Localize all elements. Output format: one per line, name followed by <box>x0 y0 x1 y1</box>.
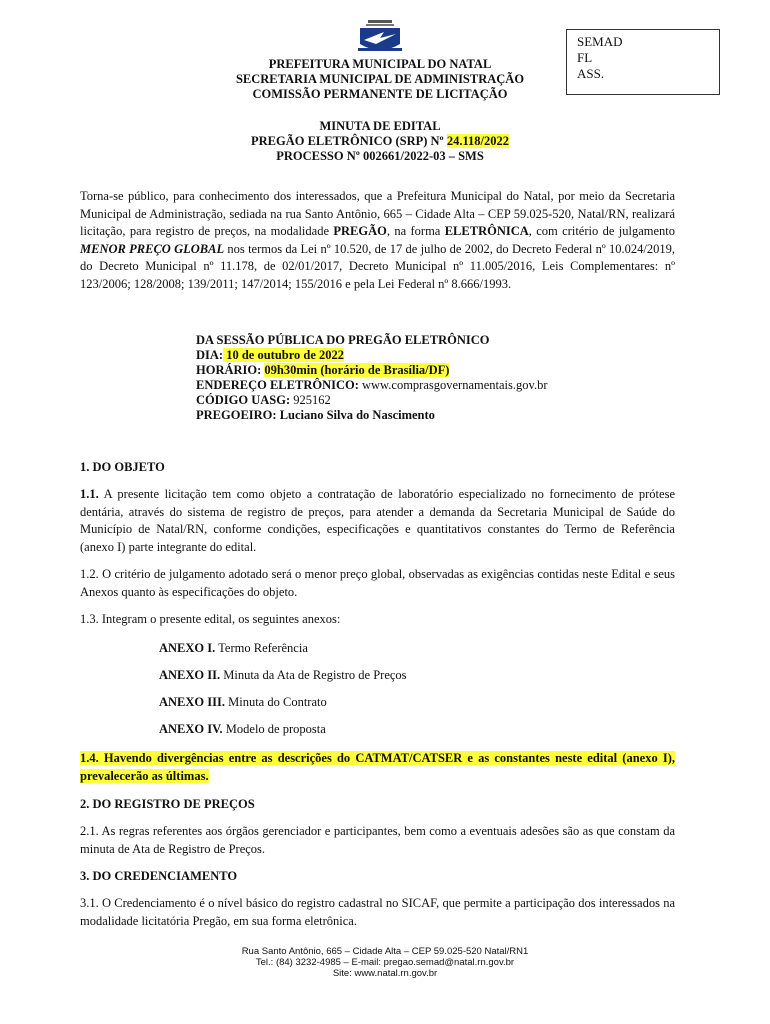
section-1-heading: 1. DO OBJETO <box>80 460 165 474</box>
intro-text-3: , com critério de julgamento <box>528 224 675 238</box>
edital-title <box>80 119 680 164</box>
intro-paragraph <box>80 188 675 293</box>
title-pregao <box>80 134 680 149</box>
annex-text: Minuta da Ata de Registro de Preços <box>220 668 407 682</box>
annex-text: Minuta do Contrato <box>225 695 327 709</box>
stamp-line-ass: ASS. <box>577 66 605 81</box>
title-minuta: MINUTA DE EDITAL <box>319 119 441 133</box>
paragraph-1-2: 1.2. O critério de julgamento adotado será o menor preço global, observadas as exigências contidas neste Edital e seus Anexos quanto às especificações do objeto. <box>80 567 675 599</box>
session-pregoeiro-label: PREGOEIRO: <box>196 408 277 422</box>
header-line-secretaria: SECRETARIA MUNICIPAL DE ADMINISTRAÇÃO <box>235 72 525 86</box>
section-2-heading: 2. DO REGISTRO DE PREÇOS <box>80 797 255 811</box>
annex-label: ANEXO IV. <box>159 722 223 736</box>
header-line-comissao: COMISSÃO PERMANENTE DE LICITAÇÃO <box>252 87 508 101</box>
session-time-value: 09h30min (horário de Brasília/DF) <box>264 363 450 377</box>
session-info-block <box>196 333 547 423</box>
session-address-label: ENDEREÇO ELETRÔNICO: <box>196 378 359 392</box>
stamp-line-fl: FL <box>577 50 593 65</box>
footer-contact: Tel.: (84) 3232-4985 – E-mail: pregao.semad@natal.rn.gov.br <box>255 957 515 968</box>
session-uasg-label: CÓDIGO UASG: <box>196 393 291 407</box>
intro-text-1: Torna-se público, para conhecimento dos interessados, que a Prefeitura Municipal do Natal, por meio da Secretaria Municipal de Administração, sediada na rua Santo Antônio, 665 – Cidade Alta – CEP 59.025-520, Natal/RN, realizará licitação, para registro de preços, na modalidade <box>80 189 675 238</box>
session-title: DA SESSÃO PÚBLICA DO PREGÃO ELETRÔNICO <box>196 333 490 347</box>
session-address-value: www.comprasgovernamentais.gov.br <box>358 378 548 392</box>
paragraph-1-1-text: A presente licitação tem como objeto a contratação de laboratório especializado no fornecimento de prótese dentária, através do sistema de registro de preços, para atender a demanda da Secretaria Municipal de Saúde do Município de Natal/RN, conforme condições, especificações e quantitativos constantes do Termo de Referência (anexo I) parte integrante do edital. <box>80 487 675 554</box>
title-processo: PROCESSO Nº 002661/2022-03 – SMS <box>276 149 484 163</box>
paragraph-1-4-text: 1.4. Havendo divergências entre as descrições do CATMAT/CATSER e as constantes neste edital (anexo I), prevalecerão as últimas. <box>80 751 675 783</box>
coat-of-arms-logo <box>354 18 406 56</box>
paragraph-1-1-number: 1.1. <box>80 487 99 501</box>
annex-label: ANEXO III. <box>159 695 225 709</box>
page-footer <box>100 946 670 979</box>
paragraph-1-4 <box>80 750 675 785</box>
session-date-label: DIA: <box>196 348 224 362</box>
intro-bold-pregao: PREGÃO <box>333 224 387 238</box>
annex-item <box>159 722 326 737</box>
intro-text-4: nos termos da Lei nº 10.520, de 17 de julho de 2002, do Decreto Federal nº 10.024/2019, do Decreto Municipal nº 11.178, de 02/01/2017, Decreto Municipal nº 11.005/2016, Leis Complementares: nº 123/2006; 128/2008; 139/2011; 147/2014; 155/2016 e pela Lei Federal nº 8.666/1993. <box>80 241 675 291</box>
annex-text: Termo Referência <box>215 641 308 655</box>
intro-text-2: , na forma <box>386 224 445 238</box>
section-3-heading: 3. DO CREDENCIAMENTO <box>80 869 238 883</box>
paragraph-1-3: 1.3. Integram o presente edital, os seguintes anexos: <box>80 612 341 626</box>
annex-text: Modelo de proposta <box>222 722 326 736</box>
annex-item <box>159 668 407 683</box>
session-date-value: 10 de outubro de 2022 <box>223 348 345 362</box>
header-line-prefeitura: PREFEITURA MUNICIPAL DO NATAL <box>268 57 492 71</box>
session-uasg-value: 925162 <box>290 393 331 407</box>
intro-bold-eletronica: ELETRÔNICA <box>444 224 529 238</box>
paragraph-1-1 <box>80 486 675 556</box>
annex-item <box>159 641 308 656</box>
annex-item <box>159 695 327 710</box>
footer-address: Rua Santo Antônio, 665 – Cidade Alta – CEP 59.025-520 Natal/RN1 <box>241 946 529 957</box>
annex-label: ANEXO I. <box>159 641 216 655</box>
institution-header <box>80 57 680 102</box>
annex-label: ANEXO II. <box>159 668 221 682</box>
paragraph-3-1: 3.1. O Credenciamento é o nível básico do registro cadastral no SICAF, que permite a participação dos interessados na modalidade licitatória Pregão, em sua forma eletrônica. <box>80 896 675 928</box>
footer-site: Site: www.natal.rn.gov.br <box>332 968 438 979</box>
session-pregoeiro-value: Luciano Silva do Nascimento <box>276 408 435 422</box>
intro-bold-criterio: MENOR PREÇO GLOBAL <box>80 241 225 256</box>
paragraph-2-1: 2.1. As regras referentes aos órgãos gerenciador e participantes, bem como a eventuais adesões são as que constam da minuta de Ata de Registro de Preços. <box>80 824 675 856</box>
title-pregao-prefix: PREGÃO ELETRÔNICO (SRP) Nº <box>251 134 447 148</box>
stamp-line-semad: SEMAD <box>577 34 623 49</box>
title-pregao-number: 24.118/2022 <box>446 134 509 148</box>
session-time-label: HORÁRIO: <box>196 363 265 377</box>
